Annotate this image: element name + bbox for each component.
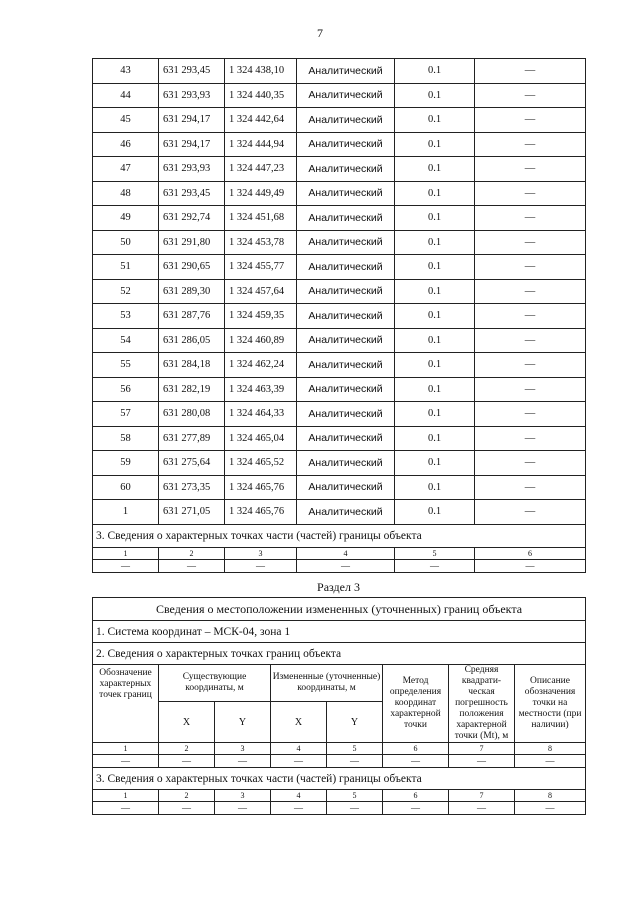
point-number: 44	[93, 83, 159, 108]
description-cell: —	[475, 475, 586, 500]
empty-cell: —	[215, 755, 271, 768]
coord-x: 631 277,89	[159, 426, 225, 451]
coord-x: 631 273,35	[159, 475, 225, 500]
coord-y: 1 324 447,23	[225, 157, 297, 182]
description-cell: —	[475, 255, 586, 280]
method-cell: Аналитический	[297, 377, 395, 402]
section-title: Раздел 3	[317, 580, 360, 594]
coordinate-system: 1. Система координат – МСК-04, зона 1	[93, 621, 586, 643]
column-number: 5	[327, 743, 383, 755]
description-cell: —	[475, 304, 586, 329]
error-cell: 0.1	[395, 475, 475, 500]
point-number: 48	[93, 181, 159, 206]
error-cell: 0.1	[395, 426, 475, 451]
point-number: 43	[93, 59, 159, 84]
header-method: Метод определения координат характерной точки	[383, 665, 449, 743]
header-designation: Обозначение характерных точек границ	[93, 665, 159, 743]
method-cell: Аналитический	[297, 132, 395, 157]
column-number: 6	[383, 743, 449, 755]
points-section-label: 2. Сведения о характерных точках границ объекта	[93, 643, 586, 665]
error-cell: 0.1	[395, 377, 475, 402]
table-row	[93, 377, 586, 402]
description-cell: —	[475, 353, 586, 378]
header-description: Описание обозначения точки на местности (при наличии)	[515, 665, 586, 743]
coord-y: 1 324 465,52	[225, 451, 297, 476]
empty-cell: —	[297, 559, 395, 572]
coord-x: 631 284,18	[159, 353, 225, 378]
point-number: 55	[93, 353, 159, 378]
point-number: 47	[93, 157, 159, 182]
coord-y: 1 324 464,33	[225, 402, 297, 427]
error-cell: 0.1	[395, 451, 475, 476]
column-number: 4	[271, 790, 327, 802]
coordinates-table	[92, 58, 586, 573]
coord-y: 1 324 449,49	[225, 181, 297, 206]
header-changed: Измененные (уточненные) координаты, м	[271, 665, 383, 702]
error-cell: 0.1	[395, 157, 475, 182]
coord-y: 1 324 460,89	[225, 328, 297, 353]
error-cell: 0.1	[395, 132, 475, 157]
header-y: Y	[215, 702, 271, 743]
coord-y: 1 324 453,78	[225, 230, 297, 255]
column-number: 1	[93, 743, 159, 755]
header-x: X	[271, 702, 327, 743]
description-cell: —	[475, 108, 586, 133]
table-row	[93, 108, 586, 133]
header-error: Средняя квадрати-ческая погрешность положения характерной точки (Mt), м	[449, 665, 515, 743]
coord-x: 631 292,74	[159, 206, 225, 231]
header-existing: Существующие координаты, м	[159, 665, 271, 702]
description-cell: —	[475, 157, 586, 182]
description-cell: —	[475, 230, 586, 255]
empty-cell: —	[271, 802, 327, 815]
method-cell: Аналитический	[297, 426, 395, 451]
method-cell: Аналитический	[297, 402, 395, 427]
description-cell: —	[475, 377, 586, 402]
column-number: 3	[215, 743, 271, 755]
column-number: 3	[225, 547, 297, 559]
error-cell: 0.1	[395, 353, 475, 378]
description-cell: —	[475, 500, 586, 525]
column-number: 7	[449, 790, 515, 802]
description-cell: —	[475, 59, 586, 84]
error-cell: 0.1	[395, 108, 475, 133]
method-cell: Аналитический	[297, 255, 395, 280]
empty-cell: —	[515, 755, 586, 768]
column-number: 5	[327, 790, 383, 802]
empty-cell: —	[159, 559, 225, 572]
method-cell: Аналитический	[297, 206, 395, 231]
page-number: 7	[317, 26, 323, 40]
empty-cell: —	[159, 755, 215, 768]
point-number: 46	[93, 132, 159, 157]
column-number: 8	[515, 790, 586, 802]
method-cell: Аналитический	[297, 181, 395, 206]
table-row	[93, 304, 586, 329]
error-cell: 0.1	[395, 402, 475, 427]
method-cell: Аналитический	[297, 475, 395, 500]
column-number: 2	[159, 743, 215, 755]
method-cell: Аналитический	[297, 500, 395, 525]
point-number: 52	[93, 279, 159, 304]
column-number: 7	[449, 743, 515, 755]
coord-x: 631 290,65	[159, 255, 225, 280]
table-row	[93, 230, 586, 255]
error-cell: 0.1	[395, 83, 475, 108]
table-row	[93, 132, 586, 157]
point-number: 57	[93, 402, 159, 427]
point-number: 50	[93, 230, 159, 255]
column-number: 4	[297, 547, 395, 559]
table-row	[93, 328, 586, 353]
coord-x: 631 287,76	[159, 304, 225, 329]
coord-y: 1 324 462,24	[225, 353, 297, 378]
parts-section-label: 3. Сведения о характерных точках части (частей) границы объекта	[93, 768, 586, 790]
coord-y: 1 324 438,10	[225, 59, 297, 84]
table-row	[93, 279, 586, 304]
table-row	[93, 475, 586, 500]
table-row	[93, 500, 586, 525]
description-cell: —	[475, 181, 586, 206]
empty-cell: —	[93, 755, 159, 768]
coord-x: 631 293,45	[159, 181, 225, 206]
column-number: 3	[215, 790, 271, 802]
column-number: 2	[159, 547, 225, 559]
coord-x: 631 293,45	[159, 59, 225, 84]
empty-cell: —	[383, 802, 449, 815]
table-row	[93, 451, 586, 476]
point-number: 1	[93, 500, 159, 525]
empty-cell: —	[515, 802, 586, 815]
table-row	[93, 206, 586, 231]
coord-x: 631 293,93	[159, 83, 225, 108]
empty-cell: —	[327, 755, 383, 768]
column-number: 6	[383, 790, 449, 802]
table-row	[93, 353, 586, 378]
coord-x: 631 291,80	[159, 230, 225, 255]
coord-x: 631 293,93	[159, 157, 225, 182]
point-number: 56	[93, 377, 159, 402]
method-cell: Аналитический	[297, 328, 395, 353]
column-number: 6	[475, 547, 586, 559]
description-cell: —	[475, 402, 586, 427]
method-cell: Аналитический	[297, 451, 395, 476]
coord-x: 631 289,30	[159, 279, 225, 304]
description-cell: —	[475, 132, 586, 157]
coord-y: 1 324 442,64	[225, 108, 297, 133]
coord-x: 631 275,64	[159, 451, 225, 476]
point-number: 45	[93, 108, 159, 133]
empty-cell: —	[159, 802, 215, 815]
empty-cell: —	[449, 802, 515, 815]
coord-y: 1 324 444,94	[225, 132, 297, 157]
point-number: 53	[93, 304, 159, 329]
column-number: 2	[159, 790, 215, 802]
description-cell: —	[475, 83, 586, 108]
coord-y: 1 324 465,76	[225, 500, 297, 525]
coord-y: 1 324 440,35	[225, 83, 297, 108]
changed-boundaries-table	[92, 597, 586, 815]
header-y: Y	[327, 702, 383, 743]
coord-y: 1 324 457,64	[225, 279, 297, 304]
error-cell: 0.1	[395, 279, 475, 304]
column-number: 4	[271, 743, 327, 755]
coord-y: 1 324 463,39	[225, 377, 297, 402]
error-cell: 0.1	[395, 255, 475, 280]
column-number: 1	[93, 547, 159, 559]
empty-cell: —	[383, 755, 449, 768]
method-cell: Аналитический	[297, 108, 395, 133]
description-cell: —	[475, 426, 586, 451]
empty-cell: —	[93, 802, 159, 815]
table-title: Сведения о местоположении измененных (уточненных) границ объекта	[93, 598, 586, 621]
coord-y: 1 324 465,76	[225, 475, 297, 500]
method-cell: Аналитический	[297, 353, 395, 378]
table-row	[93, 255, 586, 280]
point-number: 51	[93, 255, 159, 280]
empty-cell: —	[215, 802, 271, 815]
coord-x: 631 286,05	[159, 328, 225, 353]
error-cell: 0.1	[395, 181, 475, 206]
description-cell: —	[475, 279, 586, 304]
empty-cell: —	[93, 559, 159, 572]
table-row	[93, 181, 586, 206]
header-x: X	[159, 702, 215, 743]
table-row	[93, 402, 586, 427]
empty-cell: —	[449, 755, 515, 768]
method-cell: Аналитический	[297, 157, 395, 182]
empty-cell: —	[475, 559, 586, 572]
error-cell: 0.1	[395, 230, 475, 255]
table-row	[93, 157, 586, 182]
error-cell: 0.1	[395, 206, 475, 231]
coord-x: 631 282,19	[159, 377, 225, 402]
description-cell: —	[475, 328, 586, 353]
empty-cell: —	[327, 802, 383, 815]
error-cell: 0.1	[395, 328, 475, 353]
coord-y: 1 324 465,04	[225, 426, 297, 451]
coord-x: 631 280,08	[159, 402, 225, 427]
parts-section-label: 3. Сведения о характерных точках части (частей) границы объекта	[93, 524, 586, 547]
coord-x: 631 271,05	[159, 500, 225, 525]
coord-x: 631 294,17	[159, 108, 225, 133]
error-cell: 0.1	[395, 59, 475, 84]
method-cell: Аналитический	[297, 304, 395, 329]
point-number: 54	[93, 328, 159, 353]
column-number: 1	[93, 790, 159, 802]
point-number: 60	[93, 475, 159, 500]
coord-y: 1 324 455,77	[225, 255, 297, 280]
point-number: 58	[93, 426, 159, 451]
column-number: 5	[395, 547, 475, 559]
error-cell: 0.1	[395, 304, 475, 329]
method-cell: Аналитический	[297, 59, 395, 84]
table-row	[93, 59, 586, 84]
coord-y: 1 324 459,35	[225, 304, 297, 329]
method-cell: Аналитический	[297, 83, 395, 108]
table-row	[93, 426, 586, 451]
empty-cell: —	[271, 755, 327, 768]
method-cell: Аналитический	[297, 230, 395, 255]
empty-cell: —	[395, 559, 475, 572]
description-cell: —	[475, 206, 586, 231]
point-number: 49	[93, 206, 159, 231]
column-number: 8	[515, 743, 586, 755]
table-row	[93, 83, 586, 108]
description-cell: —	[475, 451, 586, 476]
error-cell: 0.1	[395, 500, 475, 525]
coord-x: 631 294,17	[159, 132, 225, 157]
coord-y: 1 324 451,68	[225, 206, 297, 231]
point-number: 59	[93, 451, 159, 476]
empty-cell: —	[225, 559, 297, 572]
method-cell: Аналитический	[297, 279, 395, 304]
